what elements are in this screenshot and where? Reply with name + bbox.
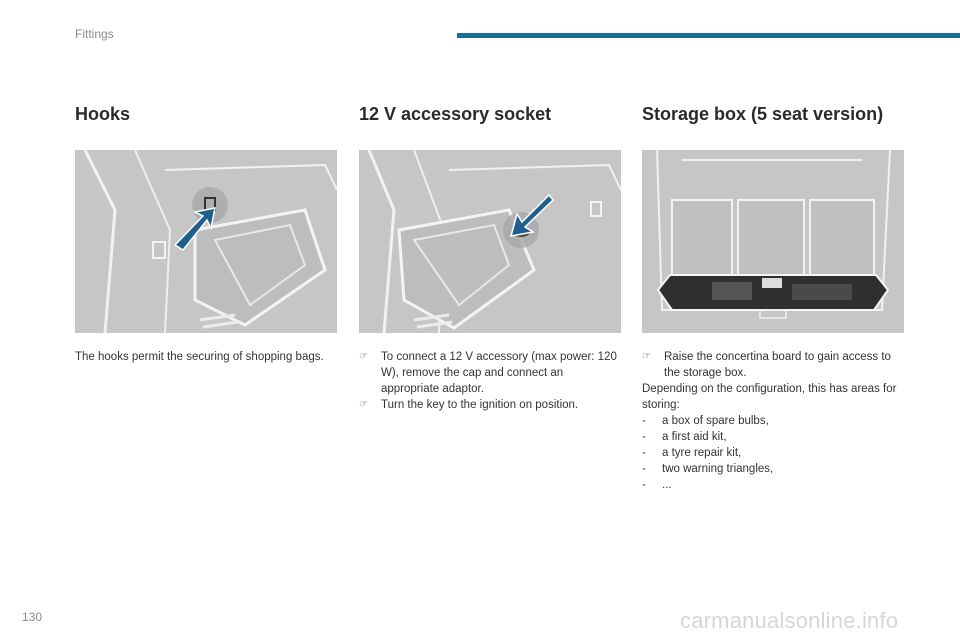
list-item: - ... <box>642 479 672 491</box>
hooks-title: Hooks <box>75 104 131 124</box>
storage-box-title: Storage box (5 seat version) <box>642 104 884 124</box>
accessory-socket-illustration <box>359 150 621 333</box>
header-accent-bar <box>457 33 960 38</box>
hooks-section <box>75 100 337 365</box>
list-item: - a box of spare bulbs, <box>642 415 769 427</box>
list-item: - a first aid kit, <box>642 431 727 443</box>
pointing-hand-icon: ☞ <box>642 351 651 362</box>
hooks-text <box>75 349 337 365</box>
hooks-illustration <box>75 150 337 333</box>
header-section-label: Fittings <box>75 27 114 41</box>
storage-box-illustration <box>642 150 904 333</box>
pointing-hand-icon: ☞ <box>359 351 368 362</box>
list-item: - two warning triangles, <box>642 463 774 475</box>
storage-box-section <box>642 100 904 493</box>
storage-intro: Depending on the configuration, this has areas for storing: <box>642 383 897 411</box>
accessory-socket-text <box>359 349 621 413</box>
pointing-hand-icon: ☞ <box>359 399 368 410</box>
socket-step-1: ☞ To connect a 12 V accessory (max power: 120 W), remove the cap and connect an appropriate adaptor. <box>359 351 617 395</box>
hooks-paragraph: The hooks permit the securing of shopping bags. <box>75 351 324 363</box>
list-item: - a tyre repair kit, <box>642 447 742 459</box>
accessory-socket-section <box>359 100 621 413</box>
watermark: carmanualsonline.info <box>680 608 899 633</box>
storage-step-1: ☞ Raise the concertina board to gain access to the storage box. <box>642 351 891 379</box>
accessory-socket-title: 12 V accessory socket <box>359 104 552 124</box>
socket-step-2: ☞ Turn the key to the ignition on position. <box>359 399 579 411</box>
storage-box-text <box>642 349 904 493</box>
page-number: 130 <box>22 610 43 624</box>
